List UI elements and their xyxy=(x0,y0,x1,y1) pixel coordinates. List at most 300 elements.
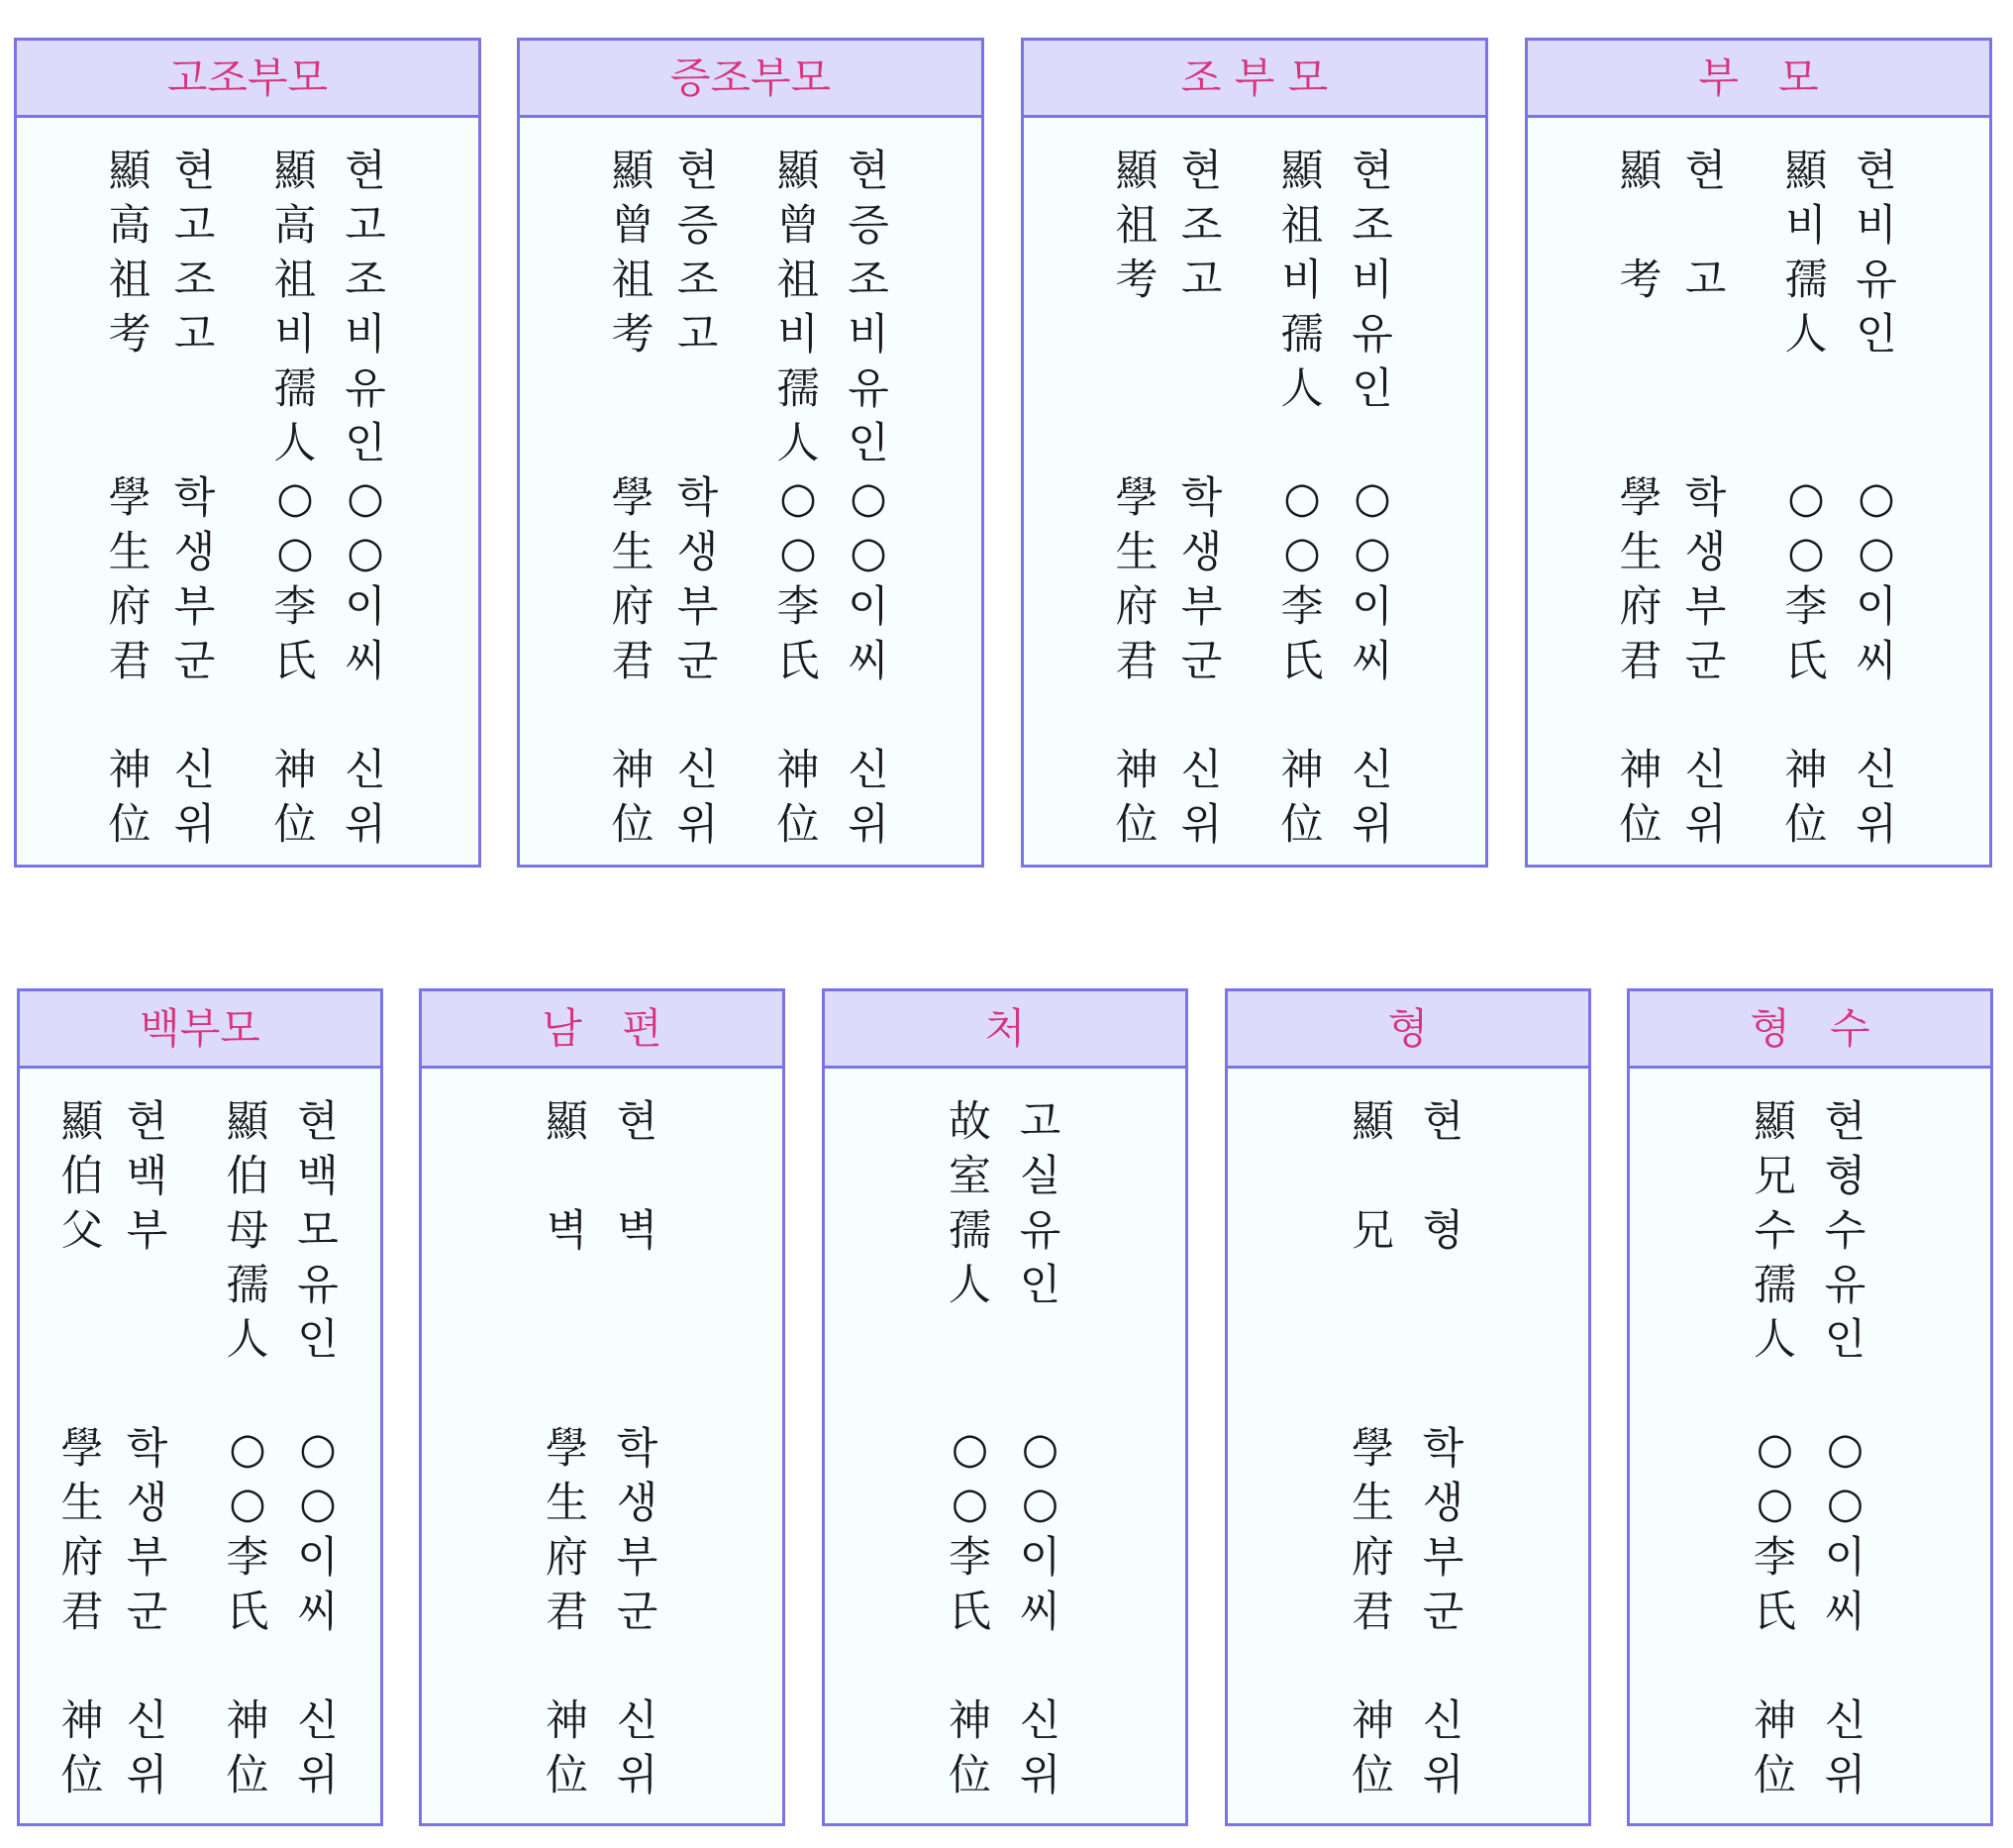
inscription-row xyxy=(825,1368,1185,1422)
inscription-char xyxy=(95,362,165,417)
inscription-char xyxy=(1338,1313,1408,1368)
inscription-row xyxy=(422,1749,782,1803)
inscription-row xyxy=(825,1749,1185,1803)
card-title: 형 수 xyxy=(1630,991,1990,1069)
inscription-char xyxy=(602,1259,672,1313)
inscription-char: 조 xyxy=(676,256,719,305)
inscription-row xyxy=(17,744,478,798)
inscription-char xyxy=(48,1259,118,1313)
inscription-char: 父 xyxy=(60,1206,104,1256)
inscription-row xyxy=(20,1640,380,1694)
inscription-row xyxy=(422,1694,782,1749)
jibang-card xyxy=(822,988,1188,1826)
inscription-char xyxy=(532,1313,602,1368)
inscription-char: 學 xyxy=(546,1424,588,1474)
inscription-char: 생 xyxy=(1422,1479,1464,1528)
inscription-char: 위 xyxy=(1352,800,1393,850)
inscription-char: 현 xyxy=(297,1097,339,1147)
inscription-char xyxy=(532,1640,602,1694)
inscription-char: 신 xyxy=(676,746,719,795)
inscription-char xyxy=(1740,1368,1810,1422)
inscription-char: 형 xyxy=(1824,1152,1866,1201)
inscription-char: ○ xyxy=(276,528,314,577)
inscription-char: 顯 xyxy=(273,147,317,196)
inscription-row xyxy=(1024,362,1485,417)
inscription-char: 위 xyxy=(1824,1751,1866,1800)
inscription-char: 인 xyxy=(297,1315,339,1365)
inscription-char: 현 xyxy=(848,147,889,196)
inscription-char: 유 xyxy=(345,364,386,414)
inscription-char: 人 xyxy=(226,1315,269,1365)
inscription-char: 顯 xyxy=(108,147,151,196)
inscription-char: 부 xyxy=(126,1533,168,1583)
inscription-row xyxy=(1024,689,1485,744)
inscription-char xyxy=(213,1640,283,1694)
inscription-char: ○ xyxy=(1354,528,1391,577)
inscription-char xyxy=(1810,1368,1880,1422)
inscription-row xyxy=(20,1477,380,1531)
inscription-char xyxy=(1102,362,1172,417)
inscription-char: ○ xyxy=(1787,473,1825,523)
inscription-char: 조 xyxy=(1180,201,1223,251)
inscription-char: 신 xyxy=(1422,1696,1464,1746)
inscription-char xyxy=(1842,362,1912,417)
inscription-row xyxy=(825,1259,1185,1313)
inscription-char xyxy=(1606,308,1676,362)
inscription-char: 이 xyxy=(297,1533,339,1583)
inscription-row xyxy=(20,1749,380,1803)
inscription-char: 위 xyxy=(1856,800,1897,850)
inscription-char: 位 xyxy=(546,1751,588,1800)
inscription-char: 祖 xyxy=(611,256,654,305)
inscription-row xyxy=(422,1150,782,1204)
inscription-char: 부 xyxy=(126,1206,168,1256)
inscription-char: 위 xyxy=(1684,800,1727,850)
inscription-char xyxy=(602,1150,672,1204)
inscription-char xyxy=(1338,689,1408,744)
jibang-card xyxy=(1021,38,1488,868)
jibang-card xyxy=(1225,988,1591,1826)
inscription-char: 모 xyxy=(297,1206,339,1256)
inscription-row xyxy=(1630,1095,1990,1150)
inscription-char xyxy=(283,1640,353,1694)
inscription-char: 生 xyxy=(1619,528,1662,577)
inscription-row xyxy=(17,308,478,362)
inscription-row xyxy=(520,417,981,471)
inscription-char: 伯 xyxy=(60,1152,104,1201)
inscription-char: 인 xyxy=(1352,364,1393,414)
inscription-char: 인 xyxy=(345,419,386,468)
inscription-char: 神 xyxy=(273,746,317,795)
inscription-char: 백 xyxy=(126,1152,168,1201)
inscription-char: 學 xyxy=(611,473,654,523)
inscription-char: 人 xyxy=(949,1261,991,1310)
inscription-char: 현 xyxy=(1180,147,1223,196)
inscription-char: ○ xyxy=(276,473,314,523)
inscription-char: 神 xyxy=(546,1696,588,1746)
inscription-char: 군 xyxy=(1422,1588,1464,1637)
inscription-row xyxy=(422,1477,782,1531)
inscription-row xyxy=(20,1531,380,1586)
inscription-char: 현 xyxy=(1824,1097,1866,1147)
inscription-char: 高 xyxy=(273,201,317,251)
inscription-row xyxy=(1228,1095,1588,1150)
inscription-char: ○ xyxy=(1826,1424,1864,1474)
inscription-char: 군 xyxy=(676,637,719,686)
inscription-char: 위 xyxy=(848,800,889,850)
jibang-card xyxy=(517,38,984,868)
inscription-char xyxy=(95,689,165,744)
inscription-char: 백 xyxy=(297,1152,339,1201)
inscription-row xyxy=(520,471,981,526)
inscription-char: 位 xyxy=(1784,800,1828,850)
inscription-char: 母 xyxy=(226,1206,269,1256)
inscription-char: 君 xyxy=(546,1588,588,1637)
inscription-char: 府 xyxy=(108,582,151,632)
inscription-char xyxy=(668,362,728,417)
inscription-row xyxy=(1630,1749,1990,1803)
inscription-char xyxy=(1771,689,1842,744)
inscription-char: 수 xyxy=(1754,1206,1796,1256)
inscription-row xyxy=(1228,1313,1588,1368)
inscription-char xyxy=(1408,1368,1478,1422)
inscription-char: ○ xyxy=(1354,473,1391,523)
inscription-char: 학 xyxy=(1422,1424,1464,1474)
inscription-char: 현 xyxy=(1422,1097,1464,1147)
inscription-char xyxy=(118,1640,177,1694)
inscription-row xyxy=(825,1150,1185,1204)
inscription-char xyxy=(165,689,225,744)
inscription-char: 學 xyxy=(1619,473,1662,523)
inscription-char: 현 xyxy=(345,147,386,196)
inscription-char: ○ xyxy=(347,528,384,577)
inscription-char: 씨 xyxy=(1019,1588,1061,1637)
inscription-row xyxy=(825,1095,1185,1150)
inscription-char: 비 xyxy=(1281,256,1323,305)
inscription-row xyxy=(1228,1749,1588,1803)
inscription-char xyxy=(260,689,331,744)
inscription-char: 祖 xyxy=(776,256,820,305)
inscription-char: 위 xyxy=(676,800,719,850)
inscription-char: 생 xyxy=(676,528,719,577)
inscription-row xyxy=(422,1531,782,1586)
inscription-char: 생 xyxy=(616,1479,658,1528)
inscription-row xyxy=(422,1313,782,1368)
inscription-char xyxy=(48,1368,118,1422)
inscription-char: 신 xyxy=(1180,746,1223,795)
inscription-row xyxy=(1228,1477,1588,1531)
inscription-row xyxy=(520,689,981,744)
inscription-char: 유 xyxy=(848,364,889,414)
inscription-row xyxy=(520,635,981,689)
inscription-char: 군 xyxy=(616,1588,658,1637)
inscription-char: 氏 xyxy=(776,637,820,686)
inscription-char: 府 xyxy=(546,1533,588,1583)
inscription-row xyxy=(1024,199,1485,254)
inscription-char: ○ xyxy=(850,473,887,523)
inscription-char: ○ xyxy=(1787,528,1825,577)
inscription-row xyxy=(1228,1694,1588,1749)
inscription-row xyxy=(1630,1204,1990,1259)
inscription-char: 인 xyxy=(1824,1315,1866,1365)
inscription-row xyxy=(825,1422,1185,1477)
inscription-char: 孺 xyxy=(1754,1261,1796,1310)
inscription-char: 학 xyxy=(1684,473,1727,523)
card-title: 처 xyxy=(825,991,1185,1069)
inscription-char: 고 xyxy=(676,310,719,359)
inscription-char xyxy=(1338,1259,1408,1313)
inscription-char: 위 xyxy=(173,800,216,850)
inscription-char: 李 xyxy=(1280,582,1324,632)
inscription-char xyxy=(1102,689,1172,744)
inscription-char: 이 xyxy=(1856,582,1897,632)
inscription-row xyxy=(20,1368,380,1422)
inscription-char: 高 xyxy=(108,201,151,251)
inscription-row xyxy=(520,798,981,853)
inscription-row xyxy=(1528,580,1989,635)
inscription-char: 수 xyxy=(1824,1206,1866,1256)
inscription-char xyxy=(1771,417,1842,471)
inscription-char xyxy=(763,689,834,744)
inscription-char xyxy=(1740,1640,1810,1694)
jibang-card xyxy=(419,988,785,1826)
inscription-char xyxy=(1771,362,1842,417)
inscription-char: 생 xyxy=(1180,528,1223,577)
inscription-char: 曾 xyxy=(611,201,654,251)
inscription-char: 神 xyxy=(1619,746,1662,795)
inscription-char: 顯 xyxy=(1352,1097,1394,1147)
inscription-char: 神 xyxy=(949,1696,991,1746)
inscription-char: 孺 xyxy=(1280,310,1324,359)
inscription-char xyxy=(213,1368,283,1422)
inscription-row xyxy=(1528,471,1989,526)
inscription-char: 현 xyxy=(1856,147,1897,196)
inscription-char xyxy=(935,1640,1005,1694)
inscription-char: 현 xyxy=(1684,147,1727,196)
inscription-char xyxy=(1606,362,1676,417)
inscription-char xyxy=(95,417,165,471)
inscription-row xyxy=(1630,1586,1990,1640)
inscription-char xyxy=(935,1313,1005,1368)
inscription-char xyxy=(1172,362,1232,417)
inscription-char: 유 xyxy=(1352,310,1393,359)
inscription-char: ○ xyxy=(1021,1424,1059,1474)
inscription-row xyxy=(520,199,981,254)
inscription-row xyxy=(1228,1259,1588,1313)
inscription-char: 조 xyxy=(848,256,889,305)
inscription-row xyxy=(20,1150,380,1204)
inscription-row xyxy=(422,1259,782,1313)
inscription-char: 실 xyxy=(1019,1152,1061,1201)
inscription-row xyxy=(1228,1422,1588,1477)
inscription-char xyxy=(48,1313,118,1368)
inscription-char: 位 xyxy=(60,1751,104,1800)
inscription-char: 조 xyxy=(345,256,386,305)
inscription-char xyxy=(118,1368,177,1422)
inscription-char: 顯 xyxy=(546,1097,588,1147)
inscription-row xyxy=(520,308,981,362)
inscription-row xyxy=(1024,798,1485,853)
inscription-char: 神 xyxy=(60,1696,104,1746)
inscription-char xyxy=(1676,308,1736,362)
inscription-char: 씨 xyxy=(297,1588,339,1637)
inscription-char: 人 xyxy=(1784,310,1828,359)
inscription-char: 神 xyxy=(1280,746,1324,795)
inscription-char: 신 xyxy=(1684,746,1727,795)
inscription-row xyxy=(1630,1531,1990,1586)
inscription-char: 氏 xyxy=(273,637,317,686)
inscription-row xyxy=(17,471,478,526)
inscription-char: 顯 xyxy=(611,147,654,196)
inscription-char: 비 xyxy=(777,310,819,359)
inscription-char xyxy=(532,1259,602,1313)
inscription-char: 君 xyxy=(1352,1588,1394,1637)
inscription-row xyxy=(825,1531,1185,1586)
inscription-char: 군 xyxy=(1180,637,1223,686)
inscription-row xyxy=(1228,1586,1588,1640)
inscription-row xyxy=(20,1313,380,1368)
inscription-row xyxy=(422,1204,782,1259)
jibang-card xyxy=(1627,988,1993,1826)
inscription-row xyxy=(422,1422,782,1477)
inscription-char xyxy=(532,1368,602,1422)
inscription-char: 府 xyxy=(1115,582,1158,632)
inscription-row xyxy=(1024,308,1485,362)
inscription-char: ○ xyxy=(951,1479,989,1528)
inscription-char: 位 xyxy=(1619,800,1662,850)
inscription-char: 顯 xyxy=(1784,147,1828,196)
inscription-char xyxy=(1408,1640,1478,1694)
inscription-row xyxy=(17,526,478,580)
inscription-row xyxy=(1528,417,1989,471)
inscription-char xyxy=(1842,417,1912,471)
inscription-char: 君 xyxy=(108,637,151,686)
inscription-char: 孺 xyxy=(1784,256,1828,305)
inscription-row xyxy=(17,254,478,308)
inscription-char xyxy=(668,417,728,471)
inscription-char xyxy=(1408,1313,1478,1368)
inscription-char: 君 xyxy=(60,1588,104,1637)
inscription-char: 증 xyxy=(848,201,889,251)
card-title: 형 xyxy=(1228,991,1588,1069)
inscription-char: 위 xyxy=(1019,1751,1061,1800)
inscription-char: 형 xyxy=(1422,1206,1464,1256)
inscription-char: 學 xyxy=(1352,1424,1394,1474)
inscription-row xyxy=(825,1694,1185,1749)
inscription-char: 부 xyxy=(676,582,719,632)
inscription-row xyxy=(825,1313,1185,1368)
inscription-row xyxy=(520,145,981,199)
inscription-row xyxy=(1228,1640,1588,1694)
inscription-row xyxy=(1630,1640,1990,1694)
inscription-char: 학 xyxy=(676,473,719,523)
inscription-char: ○ xyxy=(299,1424,337,1474)
inscription-row xyxy=(1024,417,1485,471)
inscription-char: 신 xyxy=(1352,746,1393,795)
inscription-char: 인 xyxy=(1019,1261,1061,1310)
inscription-char: 神 xyxy=(611,746,654,795)
inscription-char xyxy=(1676,199,1736,254)
inscription-row xyxy=(520,254,981,308)
inscription-char xyxy=(532,1150,602,1204)
inscription-char: 考 xyxy=(1115,256,1158,305)
inscription-row xyxy=(1528,145,1989,199)
inscription-char: 神 xyxy=(1352,1696,1394,1746)
inscription-char xyxy=(1005,1313,1075,1368)
inscription-row xyxy=(1630,1150,1990,1204)
inscription-row xyxy=(1228,1531,1588,1586)
inscription-char xyxy=(1606,199,1676,254)
inscription-row xyxy=(1024,526,1485,580)
inscription-char xyxy=(1842,689,1912,744)
inscription-char: 氏 xyxy=(1754,1588,1796,1637)
inscription-char: 유 xyxy=(297,1261,339,1310)
inscription-char: 비 xyxy=(274,310,316,359)
inscription-char: 神 xyxy=(1784,746,1828,795)
inscription-char xyxy=(1338,1150,1408,1204)
inscription-char: ○ xyxy=(779,473,817,523)
inscription-row xyxy=(1528,199,1989,254)
inscription-char: 비 xyxy=(1352,256,1393,305)
inscription-char: 位 xyxy=(949,1751,991,1800)
inscription-char: 현 xyxy=(616,1097,658,1147)
inscription-row xyxy=(1630,1694,1990,1749)
inscription-char: 위 xyxy=(1180,800,1223,850)
inscription-char: ○ xyxy=(850,528,887,577)
inscription-char: 李 xyxy=(226,1533,269,1583)
card-title: 증조부모 xyxy=(520,41,981,118)
inscription-char xyxy=(118,1313,177,1368)
inscription-char: 神 xyxy=(1754,1696,1796,1746)
inscription-row xyxy=(17,199,478,254)
inscription-row xyxy=(1630,1477,1990,1531)
inscription-char: 生 xyxy=(1115,528,1158,577)
inscription-char xyxy=(1338,417,1408,471)
inscription-row xyxy=(1630,1259,1990,1313)
inscription-row xyxy=(1528,308,1989,362)
inscription-char: 군 xyxy=(1684,637,1727,686)
inscription-row xyxy=(1024,145,1485,199)
inscription-char: 위 xyxy=(126,1751,168,1800)
inscription-char: 위 xyxy=(297,1751,339,1800)
inscription-char: 씨 xyxy=(1352,637,1393,686)
inscription-char: 祖 xyxy=(1115,201,1158,251)
inscription-row xyxy=(825,1640,1185,1694)
inscription-char: 부 xyxy=(173,582,216,632)
inscription-char: 孺 xyxy=(949,1206,991,1256)
inscription-char: ○ xyxy=(1756,1479,1794,1528)
inscription-char xyxy=(1005,1640,1075,1694)
inscription-char: 고 xyxy=(173,310,216,359)
inscription-char: 神 xyxy=(226,1696,269,1746)
inscription-char xyxy=(935,1368,1005,1422)
inscription-char: 顯 xyxy=(226,1097,269,1147)
inscription-char: 유 xyxy=(1856,256,1897,305)
inscription-char: 顯 xyxy=(60,1097,104,1147)
inscription-char: ○ xyxy=(347,473,384,523)
inscription-char: 신 xyxy=(1019,1696,1061,1746)
inscription-char: 비 xyxy=(345,310,386,359)
inscription-char: 씨 xyxy=(1856,637,1897,686)
inscription-char xyxy=(1676,417,1736,471)
inscription-char: 씨 xyxy=(848,637,889,686)
inscription-char: 신 xyxy=(297,1696,339,1746)
inscription-char: 이 xyxy=(848,582,889,632)
inscription-char: 君 xyxy=(1115,637,1158,686)
inscription-char: 부 xyxy=(1180,582,1223,632)
inscription-char: ○ xyxy=(1283,473,1321,523)
inscription-char: 李 xyxy=(1784,582,1828,632)
